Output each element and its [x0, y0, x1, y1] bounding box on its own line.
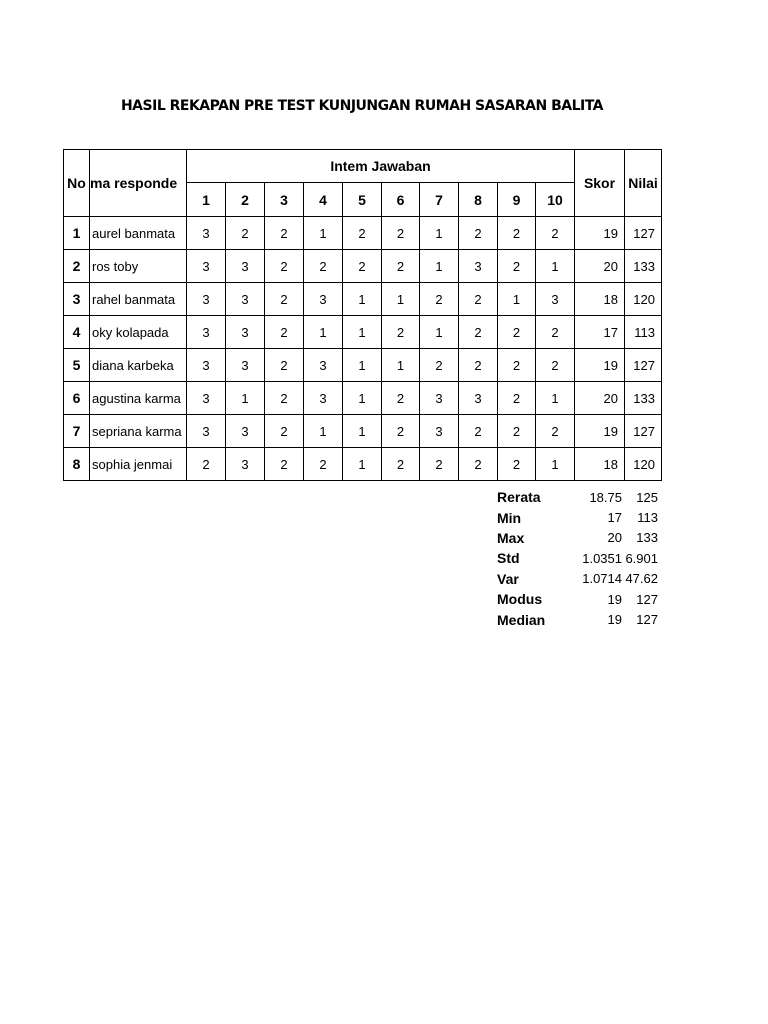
answer-cell: 3: [459, 382, 498, 415]
answer-cell: 2: [382, 415, 420, 448]
nilai-cell: 113: [625, 316, 662, 349]
answer-cell: 2: [459, 283, 498, 316]
answer-cell: 1: [304, 415, 343, 448]
answer-cell: 3: [226, 448, 265, 481]
answer-cell: 2: [265, 217, 304, 250]
answer-cell: 3: [420, 415, 459, 448]
answer-cell: 1: [498, 283, 536, 316]
header-item-number: 6: [382, 183, 420, 217]
header-item-number: 8: [459, 183, 498, 217]
nilai-cell: 127: [625, 217, 662, 250]
recap-table: [63, 149, 662, 481]
answer-cell: 2: [265, 415, 304, 448]
answer-cell: 2: [536, 316, 575, 349]
respondent-name: ros toby: [90, 250, 187, 283]
respondent-name: sophia jenmai: [90, 448, 187, 481]
answer-cell: 1: [382, 283, 420, 316]
answer-cell: 1: [536, 250, 575, 283]
answer-cell: 3: [187, 316, 226, 349]
skor-cell: 19: [575, 217, 625, 250]
answer-cell: 3: [187, 415, 226, 448]
respondent-name: agustina karma: [90, 382, 187, 415]
answer-cell: 2: [498, 250, 536, 283]
answer-cell: 1: [420, 250, 459, 283]
answer-cell: 2: [459, 349, 498, 382]
answer-cell: 2: [498, 448, 536, 481]
table-row: [64, 283, 662, 316]
nilai-cell: 133: [625, 382, 662, 415]
nilai-cell: 127: [625, 415, 662, 448]
answer-cell: 2: [382, 250, 420, 283]
stats-row: [494, 569, 660, 589]
answer-cell: 3: [420, 382, 459, 415]
stat-label: Modus: [497, 591, 543, 608]
answer-cell: 2: [498, 415, 536, 448]
stat-nilai-value: 133: [636, 530, 658, 546]
answer-cell: 2: [343, 250, 382, 283]
header-item-number: 10: [536, 183, 575, 217]
answer-cell: 2: [536, 349, 575, 382]
answer-cell: 3: [304, 349, 343, 382]
stats-row: [494, 609, 660, 629]
header-nilai: Nilai: [625, 150, 662, 217]
respondent-name: diana karbeka: [90, 349, 187, 382]
answer-cell: 2: [420, 349, 459, 382]
stat-nilai-value: 127: [636, 612, 658, 628]
header-no: No: [64, 150, 90, 217]
nilai-cell: 127: [625, 349, 662, 382]
answer-cell: 3: [459, 250, 498, 283]
answer-cell: 3: [536, 283, 575, 316]
header-skor: Skor: [575, 150, 625, 217]
row-number: 4: [64, 316, 90, 349]
row-number: 3: [64, 283, 90, 316]
skor-cell: 18: [575, 448, 625, 481]
stats-row: [494, 528, 660, 548]
stat-label: Min: [497, 509, 522, 526]
answer-cell: 3: [226, 283, 265, 316]
respondent-name: oky kolapada: [90, 316, 187, 349]
answer-cell: 2: [187, 448, 226, 481]
table-row: [64, 415, 662, 448]
answer-cell: 1: [304, 316, 343, 349]
answer-cell: 1: [536, 382, 575, 415]
stat-skor-value: 1.0351: [582, 550, 622, 566]
answer-cell: 2: [498, 316, 536, 349]
skor-cell: 19: [575, 349, 625, 382]
skor-cell: 20: [575, 382, 625, 415]
answer-cell: 1: [343, 448, 382, 481]
table-row: [64, 448, 662, 481]
answer-cell: 3: [304, 283, 343, 316]
stat-label: Rerata: [497, 489, 541, 506]
answer-cell: 2: [536, 415, 575, 448]
answer-cell: 1: [420, 217, 459, 250]
answer-cell: 2: [382, 382, 420, 415]
row-number: 7: [64, 415, 90, 448]
answer-cell: 2: [265, 283, 304, 316]
header-items-group: Intem Jawaban: [187, 150, 575, 183]
answer-cell: 1: [382, 349, 420, 382]
header-item-number: 1: [187, 183, 226, 217]
respondent-name: aurel banmata: [90, 217, 187, 250]
header-item-number: 3: [265, 183, 304, 217]
answer-cell: 2: [304, 448, 343, 481]
answer-cell: 2: [382, 217, 420, 250]
answer-cell: 2: [420, 448, 459, 481]
answer-cell: 1: [343, 316, 382, 349]
skor-cell: 17: [575, 316, 625, 349]
answer-cell: 3: [226, 316, 265, 349]
skor-cell: 18: [575, 283, 625, 316]
header-row-1: [64, 150, 662, 183]
answer-cell: 1: [536, 448, 575, 481]
stat-nilai-value: 125: [636, 489, 658, 505]
answer-cell: 3: [187, 250, 226, 283]
answer-cell: 1: [420, 316, 459, 349]
header-item-number: 9: [498, 183, 536, 217]
skor-cell: 19: [575, 415, 625, 448]
header-item-number: 7: [420, 183, 459, 217]
answer-cell: 2: [265, 349, 304, 382]
stat-skor-value: 19: [607, 591, 622, 607]
answer-cell: 1: [343, 349, 382, 382]
answer-cell: 1: [343, 415, 382, 448]
answer-cell: 2: [420, 283, 459, 316]
stats-row: [494, 548, 660, 568]
nilai-cell: 120: [625, 283, 662, 316]
answer-cell: 2: [265, 382, 304, 415]
recap-table-body: [64, 150, 662, 481]
stats-row: [494, 487, 660, 507]
stat-nilai-value: 127: [636, 591, 658, 607]
stat-label: Std: [497, 550, 520, 567]
table-row: [64, 250, 662, 283]
nilai-cell: 133: [625, 250, 662, 283]
row-number: 6: [64, 382, 90, 415]
header-name: [90, 150, 187, 217]
stat-skor-value: 19: [607, 612, 622, 628]
row-number: 2: [64, 250, 90, 283]
row-number: 8: [64, 448, 90, 481]
table-row: [64, 382, 662, 415]
answer-cell: 2: [459, 316, 498, 349]
answer-cell: 3: [187, 217, 226, 250]
row-number: 1: [64, 217, 90, 250]
answer-cell: 1: [304, 217, 343, 250]
header-item-number: 2: [226, 183, 265, 217]
stats-table: [494, 487, 660, 630]
answer-cell: 2: [265, 250, 304, 283]
answer-cell: 1: [343, 283, 382, 316]
answer-cell: 2: [498, 382, 536, 415]
answer-cell: 3: [226, 349, 265, 382]
answer-cell: 2: [536, 217, 575, 250]
respondent-name: sepriana karma: [90, 415, 187, 448]
row-number: 5: [64, 349, 90, 382]
page-title: HASIL REKAPAN PRE TEST KUNJUNGAN RUMAH SASARAN BALITA: [120, 98, 604, 114]
nilai-cell: 120: [625, 448, 662, 481]
stats-row: [494, 507, 660, 527]
stat-skor-value: 17: [607, 510, 622, 526]
answer-cell: 1: [343, 382, 382, 415]
table-row: [64, 217, 662, 250]
header-item-number: 4: [304, 183, 343, 217]
answer-cell: 2: [226, 217, 265, 250]
answer-cell: 2: [459, 448, 498, 481]
stat-nilai-value: 113: [637, 510, 658, 526]
answer-cell: 2: [498, 349, 536, 382]
respondent-name: rahel banmata: [90, 283, 187, 316]
answer-cell: 2: [265, 448, 304, 481]
stat-label: Max: [497, 529, 525, 546]
header-item-number: 5: [343, 183, 382, 217]
stat-label: Median: [497, 611, 546, 628]
answer-cell: 3: [226, 250, 265, 283]
header-name-label: ma responde: [90, 175, 178, 191]
answer-cell: 2: [459, 217, 498, 250]
answer-cell: 1: [226, 382, 265, 415]
stat-nilai-value: 6.901: [625, 550, 658, 566]
stat-skor-value: 1.0714: [582, 571, 622, 587]
answer-cell: 3: [226, 415, 265, 448]
stat-skor-value: 20: [607, 530, 622, 546]
answer-cell: 2: [498, 217, 536, 250]
stats-table-body: [494, 487, 660, 630]
answer-cell: 2: [265, 316, 304, 349]
table-row: [64, 316, 662, 349]
answer-cell: 3: [187, 283, 226, 316]
stat-skor-value: 18.75: [589, 489, 622, 505]
answer-cell: 2: [382, 316, 420, 349]
answer-cell: 3: [304, 382, 343, 415]
answer-cell: 2: [304, 250, 343, 283]
stat-nilai-value: 47.62: [625, 571, 658, 587]
stat-label: Var: [497, 570, 519, 587]
stats-row: [494, 589, 660, 609]
answer-cell: 3: [187, 382, 226, 415]
answer-cell: 2: [459, 415, 498, 448]
answer-cell: 3: [187, 349, 226, 382]
answer-cell: 2: [382, 448, 420, 481]
answer-cell: 2: [343, 217, 382, 250]
skor-cell: 20: [575, 250, 625, 283]
table-row: [64, 349, 662, 382]
